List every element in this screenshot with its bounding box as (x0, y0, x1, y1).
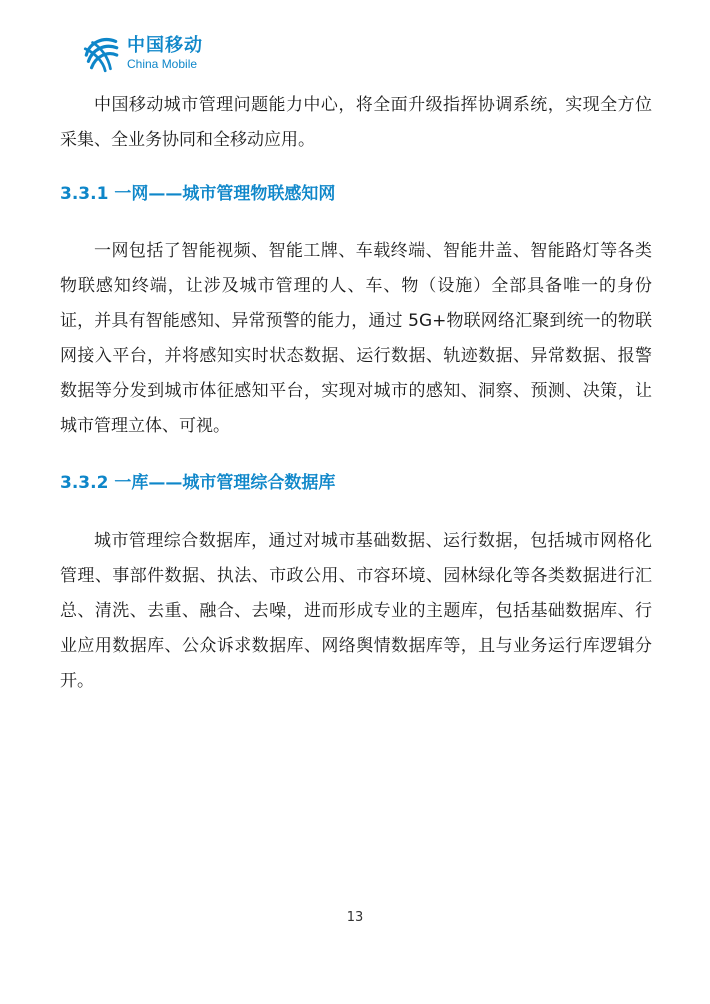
logo-chinese-text: 中国移动 (127, 34, 203, 56)
section-paragraph-3-3-1: 一网包括了智能视频、智能工牌、车载终端、智能井盖、智能路灯等各类物联感知终端，让涉及城市管理的人、车、物（设施）全部具备唯一的身份证，并具有智能感知、异常预警的能力，通过 5G+物联网络汇聚到统一的物联网接入平台，并将感知实时状态数据、运行数据、轨迹数据、异常数据、报警数据等分发到城市体征感知平台，实现对城市的感知、洞察、预测、决策，让城市管理立体、可视。 (60, 241, 652, 436)
china-mobile-logo-icon (80, 32, 122, 74)
logo-english-text: China Mobile (127, 56, 198, 71)
china-mobile-logo (80, 30, 203, 76)
section-heading-3-3-2: 3.3.2 一库——城市管理综合数据库 (60, 473, 336, 493)
section-paragraph-3-3-2: 城市管理综合数据库，通过对城市基础数据、运行数据，包括城市网格化管理、事部件数据、执法、市政公用、市容环境、园林绿化等各类数据进行汇总、清洗、去重、融合、去噪，进而形成专业的主题库，包括基础数据库、行业应用数据库、公众诉求数据库、网络舆情数据库等，且与业务运行库逻辑分开。 (60, 531, 652, 691)
section-heading-3-3-1: 3.3.1 一网——城市管理物联感知网 (60, 184, 336, 204)
page-number: 13 (346, 910, 364, 925)
document-body (60, 88, 652, 699)
intro-paragraph: 中国移动城市管理问题能力中心，将全面升级指挥协调系统，实现全方位采集、全业务协同和全移动应用。 (60, 95, 652, 150)
